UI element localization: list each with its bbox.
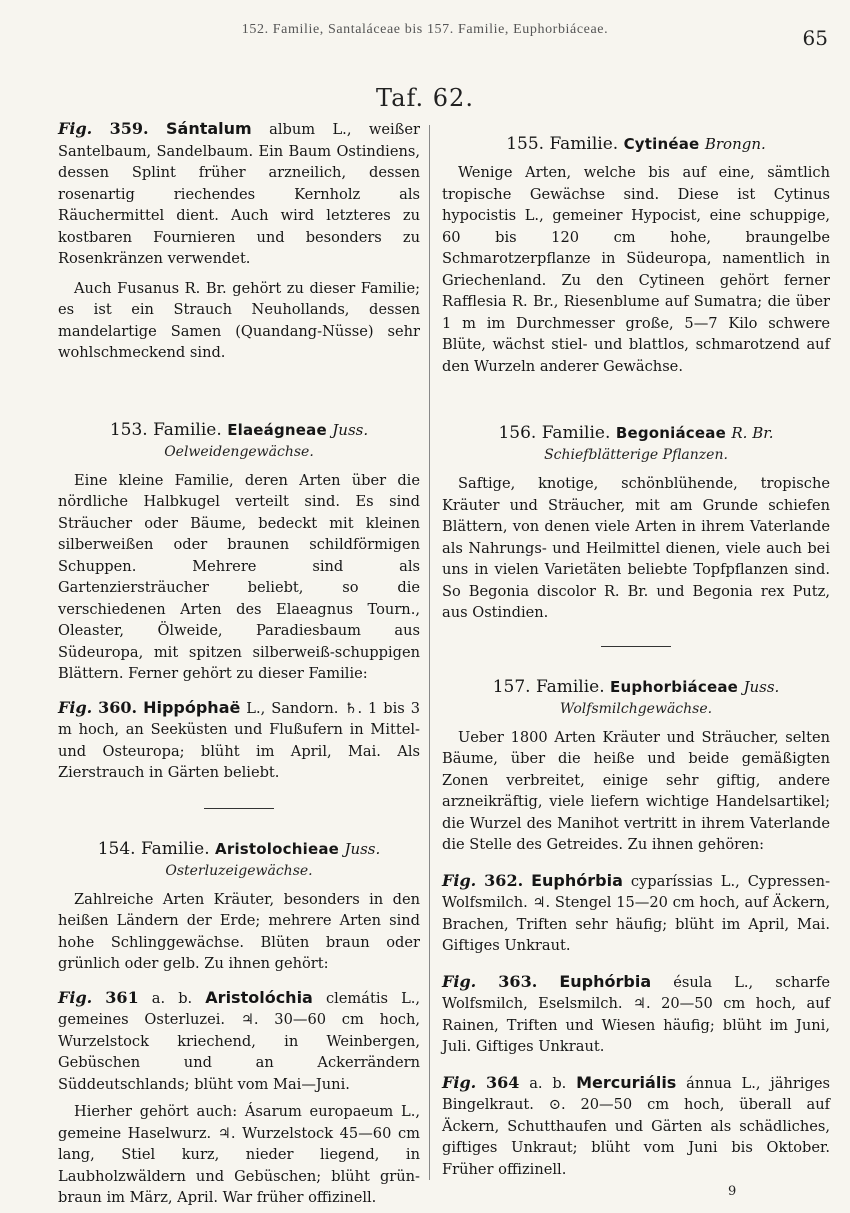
fig-label: Fig. [442, 870, 477, 890]
fig-label: Fig. [442, 1072, 477, 1092]
family-subtitle: Osterluzeigewächse. [165, 862, 313, 879]
genus-name: Euphórbia [531, 870, 623, 890]
family-author: Brongn. [704, 135, 766, 153]
fig-suffix: a. b. [529, 1074, 567, 1092]
entry-text: L., Sandorn. ♄. 1 bis 3 m hoch, an Seeküsten und Flußufern in Mittel- und Osteuropa; blüht im April, Mai. Als Zierstrauch in Gärten beliebt. [58, 699, 421, 781]
family-description: Ueber 1800 Arten Kräuter und Sträucher, selten Bäume, über die heiße und beide gemäßigten Zonen verbreitet, einige sehr giftig, andere arzneikräftig, viele liefern wichtige Handelsartikel; die Wurzel des Manihot vertritt in ihrem Vaterlande die Stelle des Getreides. Zu ihnen gehören: [442, 728, 830, 853]
family-description: Saftige, knotige, schönblühende, tropische Kräuter und Sträucher, mit am Grunde schiefen Blättern, von denen viele Arten in ihrem Vaterlande als Nahrungs- und Heilmittel dienen, viele auch bei uns in vielen Varietäten beliebte Topfpflanzen sind. So Begonia discolor R. Br. und Begonia rex Putz, aus Ostindien. [442, 475, 830, 621]
fig-label: Fig. [58, 987, 93, 1007]
entry-text: clemátis L., gemeines Osterluzei. ♃. 30—60 cm hoch, Wurzelstock kriechend, in Weinbergen, Gebüschen und an Ackerrändern Süddeutschlands; blüht vom Mai—Juni. [58, 989, 421, 1093]
entry-text: album L., weißer Santelbaum, Sandelbaum. Ein Baum Ostindiens, dessen Splint früher arzneilich, dessen rosenartig riechendes Kernholz als Räuchermittel dient. Auch wird letzteres zu kostbaren Fournieren und besonders zu Rosenkränzen verwendet. [58, 121, 421, 267]
family-name: Aristolochieae [215, 839, 340, 858]
genus-name: Aristolóchia [205, 987, 313, 1007]
family-name: Begoniáceae [615, 424, 726, 442]
fig-number: 362. [484, 870, 524, 890]
entry-fig-359 [58, 118, 420, 270]
genus-name: Euphórbia [559, 971, 652, 991]
entry-fig-360 [58, 697, 420, 784]
family-description: Zahlreiche Arten Kräuter, besonders in den heißen Ländern der Erde; mehrere Arten sind hohe Schlinggewächse. Blüten braun oder grünlich oder gelb. Zu ihnen gehört: [58, 890, 420, 972]
entry-text: cyparíssias L., Cypressen-Wolfsmilch. ♃. Stengel 15—20 cm hoch, auf Äckern, Brachen, Triften sehr häufig; blüht im April, Mai. Giftiges Unkraut. [442, 872, 831, 954]
family-name: Elaeágneae [227, 420, 327, 439]
family-author: Juss. [344, 839, 381, 858]
right-column [442, 132, 830, 1184]
fig-suffix: a. b. [151, 989, 193, 1007]
left-column [58, 118, 420, 1213]
family-description: Wenige Arten, welche bis auf eine, sämtlich tropische Gewächse sind. Diese ist Cytinus hypocistis L., gemeiner Hypocist, eine schuppige, 60 bis 120 cm hohe, braungelbe Schmarotzerpflanze in Südeuropa, namentlich in Griechenland. Zu den Cytineen gehört ferner Rafflesia R. Br., Riesenblume auf Sumatra; die über 1 m im Durchmesser große, 5—7 Kilo schwere Blüte, wächst stiel- und blattlos, schmarotzend auf den Wurzeln anderer Gewächse. [442, 164, 830, 375]
fig-number: 359. [109, 119, 149, 138]
family-heading-157 [442, 675, 830, 699]
genus-name: Hippóphaë [143, 697, 241, 717]
fig-label: Fig. [442, 971, 477, 991]
entry-text: ánnua L., jähriges Bingelkraut. ⊙. 20—50 cm hoch, überall auf Äckern, Schutthaufen und Gärten als schädliches, giftiges Unkraut; blüht vom Juni bis Oktober. Früher offizinell. [442, 1074, 831, 1178]
plate-title: Taf. 62. [376, 84, 474, 112]
genus-name: Mercuriális [576, 1072, 677, 1092]
entry-fig-361 [58, 987, 420, 1096]
family-heading-154 [58, 837, 420, 861]
fig-number: 361 [105, 987, 139, 1007]
running-head: 152. Familie, Santaláceae bis 157. Familie, Euphorbiáceae. [241, 22, 609, 37]
family-subtitle: Oelweidengewächse. [164, 443, 314, 460]
family-heading-155 [442, 132, 830, 156]
entry-text: ésula L., scharfe Wolfsmilch, Eselsmilch. ♃. 20—50 cm hoch, auf Rainen, Triften und Wiesen häufig; blüht im Juni, Juli. Giftiges Unkraut. [442, 973, 831, 1055]
family-description: Eine kleine Familie, deren Arten über die nördliche Halbkugel verteilt sind. Es sind Sträucher oder Bäume, bedeckt mit kleinen silberweißen oder braunen schildförmigen Schuppen. Mehrere sind als Gartenziersträucher beliebt, so die verschiedenen Arten des Elaeagnus Tourn., Oleaster, Ölweide, Paradiesbaum aus Südeuropa, mit spitzen silberweiß-schuppigen Blättern. Ferner gehört zu dieser Familie: [58, 471, 420, 682]
family-prefix: 155. Familie. [506, 134, 619, 154]
family-prefix: 157. Familie. [492, 676, 605, 697]
fig-number: 364 [486, 1072, 520, 1092]
fig-label: Fig. [58, 697, 93, 717]
family-subtitle: Wolfsmilchgewächse. [559, 700, 713, 717]
family-name: Cytinéae [623, 135, 700, 153]
family-prefix: 156. Familie. [498, 423, 611, 443]
entry-fig-364 [442, 1072, 830, 1181]
entry-fig-363 [442, 971, 830, 1058]
family-name: Euphorbiáceae [610, 677, 739, 696]
fusanus-paragraph: Auch Fusanus R. Br. gehört zu dieser Familie; es ist ein Strauch Neuhollands, dessen mandelartige Samen (Quandang-Nüsse) sehr wohlschmeckend sind. [58, 279, 420, 361]
column-divider [429, 125, 430, 1180]
fig-label: Fig. [58, 119, 93, 138]
family-prefix: 153. Familie. [109, 419, 222, 440]
family-author: R. Br. [731, 424, 774, 442]
family-subtitle: Schiefblätterige Pflanzen. [544, 447, 728, 463]
family-heading-156 [442, 421, 830, 445]
family-author: Juss. [743, 677, 780, 696]
family-heading-153 [58, 418, 420, 442]
fig-number: 363. [498, 971, 538, 991]
entry-fig-362 [442, 870, 830, 957]
family-prefix: 154. Familie. [97, 838, 210, 859]
fig-number: 360. [98, 697, 138, 717]
asarum-paragraph: Hierher gehört auch: Ásarum europaeum L., gemeine Haselwurz. ♃. Wurzelstock 45—60 cm lang, Stiel kurz, nieder liegend, in Laubholzwäldern und Gebüschen; blüht grün-braun im März, April. War früher offizinell. [58, 1103, 420, 1206]
signature-mark: 9 [728, 1184, 737, 1199]
genus-name: Sántalum [166, 119, 252, 138]
family-author: Juss. [332, 420, 369, 439]
page-number: 65 [802, 26, 828, 50]
